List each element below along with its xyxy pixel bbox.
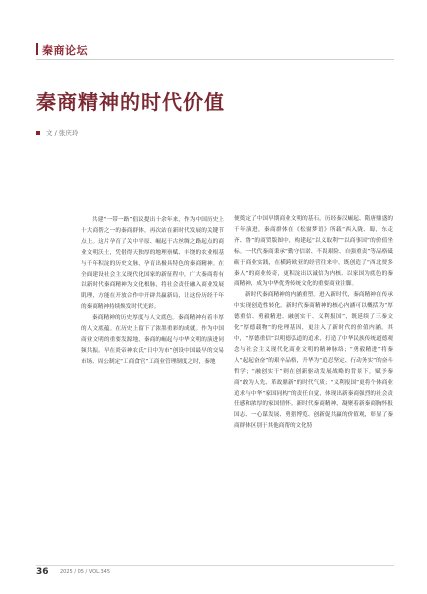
paragraph: 便奠定了中国早期商业文明的基石。历经秦汉崛起、隋唐鼎盛的千年演进，秦商群体在《松窗梦语》所载“西入陇、蜀，东走齐、鲁”的商贸版图中，构建起“以义取利”“以商事国”的价值坐标。一代代秦商秉承“勤守信诺、不畏艰险、自强重责”等品格砥砺于商业实践，在横跨欧亚的经营往来中，既创造了“西北贾多秦人”的商业传奇，更积淀出以诚信为内核、以家国为底色的秦商精神，成为中华优秀传统文化的重要商业注脚。 — [234, 216, 393, 288]
page-footer — [36, 567, 394, 579]
article-column-right — [234, 214, 393, 432]
section-divider — [36, 59, 394, 60]
byline — [36, 128, 78, 137]
section-accent-bar — [36, 43, 38, 55]
footer-divider — [36, 565, 394, 566]
article-title: 秦商精神的时代价值 — [36, 90, 225, 114]
byline-author: 文 / 张庆玲 — [46, 129, 79, 137]
byline-marker-icon — [36, 131, 40, 135]
paragraph: 新时代秦商精神的内涵重塑。进入新时代，秦商精神在传承中实现创造性转化。新时代秦商精神的核心内涵可以概括为“厚德重信、勇毅精进、融创实干、义利报国”，既延续了三秦文化“厚德载物”的伦理基因，更注入了新时代的价值内涵。其中，“厚德重信”以明德弘道的追求，打造了中华民族传统道德观念与社会主义现代化商业文明的精神脉络；“勇毅精进”将秦人“起起奋奋”的艰辛品格，升华为“追忍坚定、行动务实”的奋斗哲学；“融创实干”则在创新驱动发展战略的背景下，赋予秦商“敢为人先、革故鼎新”的时代气质；“义利报国”更将个体商业追求与中华“家国同构”的责任自觉，体现出新秦商强烈的社会责任感和浓厚的家国情怀。新时代秦商精神，凝聚着新秦商胸怀报国志、一心谋发展、勇猎博览、创新促共赢的价值观，彰显了秦商群体区别于其他商帮的文化特 — [234, 292, 393, 430]
section-label: 秦商论坛 — [42, 44, 88, 57]
paragraph: 秦商精神的历史厚度与人文底色。秦商精神有着丰厚的人文底蕴。在历史上留下了浓墨重彩的成就。作为中国商业文明的重要发源地，秦商的崛起与中华文明的演进同频共振。早在炎帝神农氏“日中为市”创设中国最早的交易市场、周公制定“工商食官”工商业管理制度之时，秦地 — [81, 315, 224, 365]
issue-info: 2025 / 05 / VOL.345 — [60, 569, 110, 575]
page-number: 36 — [36, 567, 49, 577]
paragraph: 共建“一带一路”倡议提出十余年来，作为中国历史上十大商帮之一的秦商群体，再次站在新时代发展的关键节点上。这片孕育了关中平原、崛起于古丝绸之路起点的商业文明沃土，凭借得天独厚的地理禀赋、丰饶的农业根基与千年积淀的历史文脉，孕育出极具特色的秦商精神。在全面建设社会主义现代化国家的新征程中，广大秦商将有以新时代秦商精神为文化根脉，将社会责任融入商业发展肌理，方能在开放合作中开辟共赢新局，让这份历经千年的秦商精神持续焕发时代光彩。 — [81, 217, 224, 311]
section-header — [36, 40, 394, 58]
article-column-left — [81, 215, 224, 368]
